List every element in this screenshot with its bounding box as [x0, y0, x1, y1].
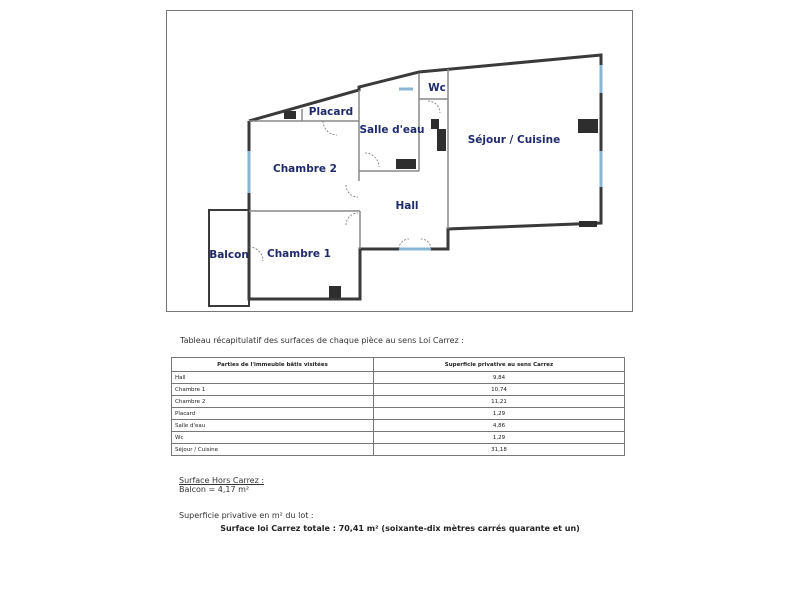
table-row: [172, 420, 625, 432]
door-swing: [428, 101, 440, 113]
room-name-cell: Chambre 1: [172, 384, 374, 396]
table-row: [172, 384, 625, 396]
floor-plan: [166, 10, 633, 312]
summary-caption: Tableau récapitulatif des surfaces de chaque pièce au sens Loi Carrez :: [180, 336, 464, 345]
surface-cell: 4,86: [374, 420, 625, 432]
surface-cell: 1,29: [374, 432, 625, 444]
balcon-surface: Balcon = 4,17 m²: [179, 485, 250, 494]
room-label-wc: Wc: [428, 82, 446, 94]
room-name-cell: Wc: [172, 432, 374, 444]
fixture: [396, 159, 416, 169]
table-row: [172, 432, 625, 444]
room-label-hall: Hall: [395, 200, 419, 212]
room-label-balcon: Balcon: [209, 249, 249, 261]
room-label-sejour-cuisine: Séjour / Cuisine: [467, 134, 561, 146]
room-name-cell: Placard: [172, 408, 374, 420]
room-name-cell: Chambre 2: [172, 396, 374, 408]
surface-cell: 9,84: [374, 372, 625, 384]
door-swing: [346, 185, 358, 197]
hors-carrez-title: Surface Hors Carrez :: [179, 476, 265, 485]
room-name-cell: Hall: [172, 372, 374, 384]
door-swing: [346, 213, 358, 225]
room-name-cell: Séjour / Cuisine: [172, 444, 374, 456]
surface-cell: 10,74: [374, 384, 625, 396]
table-row: [172, 372, 625, 384]
fixture: [431, 119, 439, 129]
table-row: [172, 408, 625, 420]
table-header-row: [172, 358, 625, 372]
fixture: [437, 129, 446, 151]
table-row: [172, 396, 625, 408]
surface-table: [171, 357, 625, 456]
door-swing: [323, 121, 337, 135]
fixture: [578, 119, 598, 133]
fixture: [284, 111, 296, 119]
room-label-chambre-2: Chambre 2: [273, 163, 337, 175]
column-header: Parties de l'immeuble bâtis visitées: [172, 358, 374, 372]
fixture: [329, 286, 341, 298]
surface-cell: 11,21: [374, 396, 625, 408]
room-label-placard: Placard: [308, 106, 354, 118]
door-swing: [365, 153, 379, 167]
door-swing: [249, 247, 263, 261]
surface-cell: 1,29: [374, 408, 625, 420]
surface-cell: 31,18: [374, 444, 625, 456]
room-label-salle-deau: Salle d'eau: [359, 124, 425, 136]
room-label-chambre-1: Chambre 1: [267, 248, 331, 260]
privative-caption: Superficie privative en m² du lot :: [179, 511, 314, 520]
room-name-cell: Salle d'eau: [172, 420, 374, 432]
column-header: Superficie privative au sens Carrez: [374, 358, 625, 372]
total-carrez-surface: Surface loi Carrez totale : 70,41 m² (soixante-dix mètres carrés quarante et un): [220, 524, 580, 533]
exterior-wall: [249, 55, 601, 299]
fixture: [579, 221, 597, 227]
table-row: [172, 444, 625, 456]
